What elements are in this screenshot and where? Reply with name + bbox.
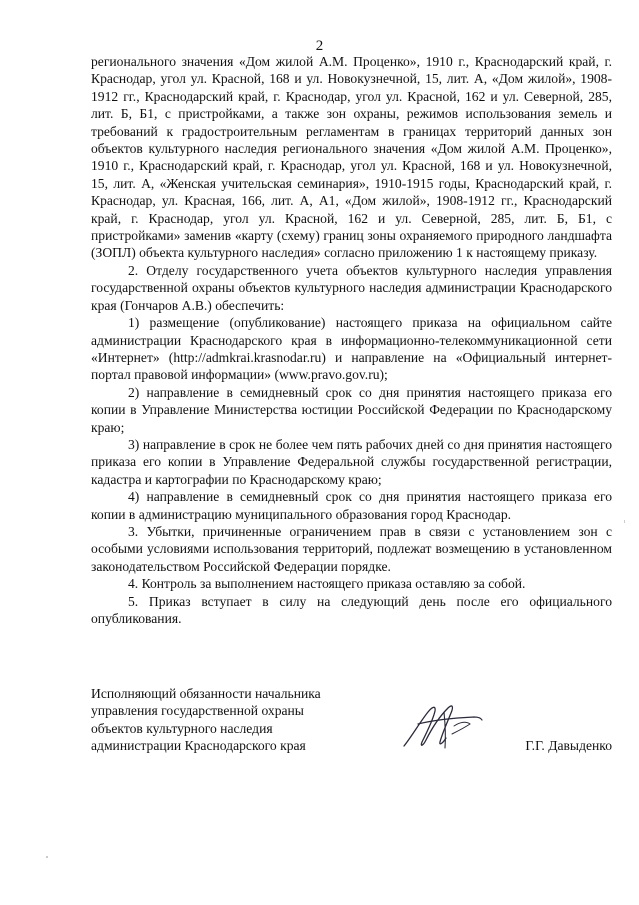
signature-block [91, 685, 612, 755]
scan-artifact [46, 856, 48, 858]
signatory-role-line: Исполняющий обязанности начальника [91, 686, 321, 701]
signatory-name: Г.Г. Давыденко [525, 738, 612, 754]
paragraph-item-2: 2. Отделу государственного учета объектов культурного наследия управления государственной охраны объектов культурного наследия администрации Краснодарского края (Гончаров А.В.) обеспечить: [91, 262, 612, 313]
signatory-role-line: объектов культурного наследия [91, 720, 273, 736]
paragraph-item-3: 3. Убытки, причиненные ограничением прав в связи с установлением зон с особыми условиями использования территорий, подлежат возмещению в установленном законодательством Российской Федерации порядке. [91, 523, 612, 574]
page-number: 2 [315, 38, 324, 54]
paragraph-subitem-4: 4) направление в семидневный срок со дня принятия настоящего приказа его копии в администрацию муниципального образования город Краснодар. [91, 489, 612, 522]
document-body [91, 53, 612, 627]
signatory-role-line: администрации Краснодарского края [91, 738, 306, 754]
scan-artifact [624, 520, 625, 523]
signatory-role-line: управления государственной охраны [91, 703, 304, 719]
paragraph-subitem-2: 2) направление в семидневный срок со дня принятия настоящего приказа его копии в Управление Министерства юстиции Российской Федерации по Краснодарскому краю; [91, 384, 612, 435]
paragraph-item-5: 5. Приказ вступает в силу на следующий день после его официального опубликования. [91, 593, 612, 626]
paragraph-continuation: регионального значения «Дом жилой А.М. Проценко», 1910 г., Краснодарский край, г. Краснодар, угол ул. Красной, 168 и ул. Новокузнечной, 15, лит. А, «Дом жилой», 1908-1912 гг., Краснодарский край, г. Краснодар, угол ул. Красной, 162 и ул. Северной, 285, лит. Б, Б1, с пристройками, а также зон охраны, режимов использования земель и требований к градостроительным регламентам в границах территорий данных зон объектов культурного наследия регионального значения «Дом жилой А.М. Проценко», 1910 г., Краснодарский край, г. Краснодар, угол ул. Красной, 168 и ул. Новокузнечной, 15, лит. А, «Женская учительская семинария», 1910-1915 годы, Краснодарский край, г. Краснодар, ул. Красная, 166, лит. А, А1, «Дом жилой», 1908-1912 гг., Краснодарский край, г. Краснодар, угол ул. Красной, 162 и ул. Северной, 285, лит. Б, Б1, с пристройками» заменив «карту (схему) границ зоны охраняемого природного ландшафта (ЗОПЛ) объекта культурного наследия» согласно приложению 1 к настоящему приказу. [91, 54, 612, 261]
handwritten-signature [398, 696, 486, 756]
paragraph-subitem-3: 3) направление в срок не более чем пять рабочих дней со дня принятия настоящего приказа его копии в Управление Федеральной службы государственной регистрации, кадастра и картографии по Краснодарскому краю; [91, 436, 612, 487]
paragraph-subitem-1: 1) размещение (опубликование) настоящего приказа на официальном сайте администрации Краснодарского края в информационно-телекоммуникационной сети «Интернет» (http://admkrai.krasnodar.ru) и направление на «Официальный интернет-портал правовой информации» (www.pravo.gov.ru); [91, 315, 612, 383]
paragraph-item-4: 4. Контроль за выполнением настоящего приказа оставляю за собой. [128, 576, 526, 592]
